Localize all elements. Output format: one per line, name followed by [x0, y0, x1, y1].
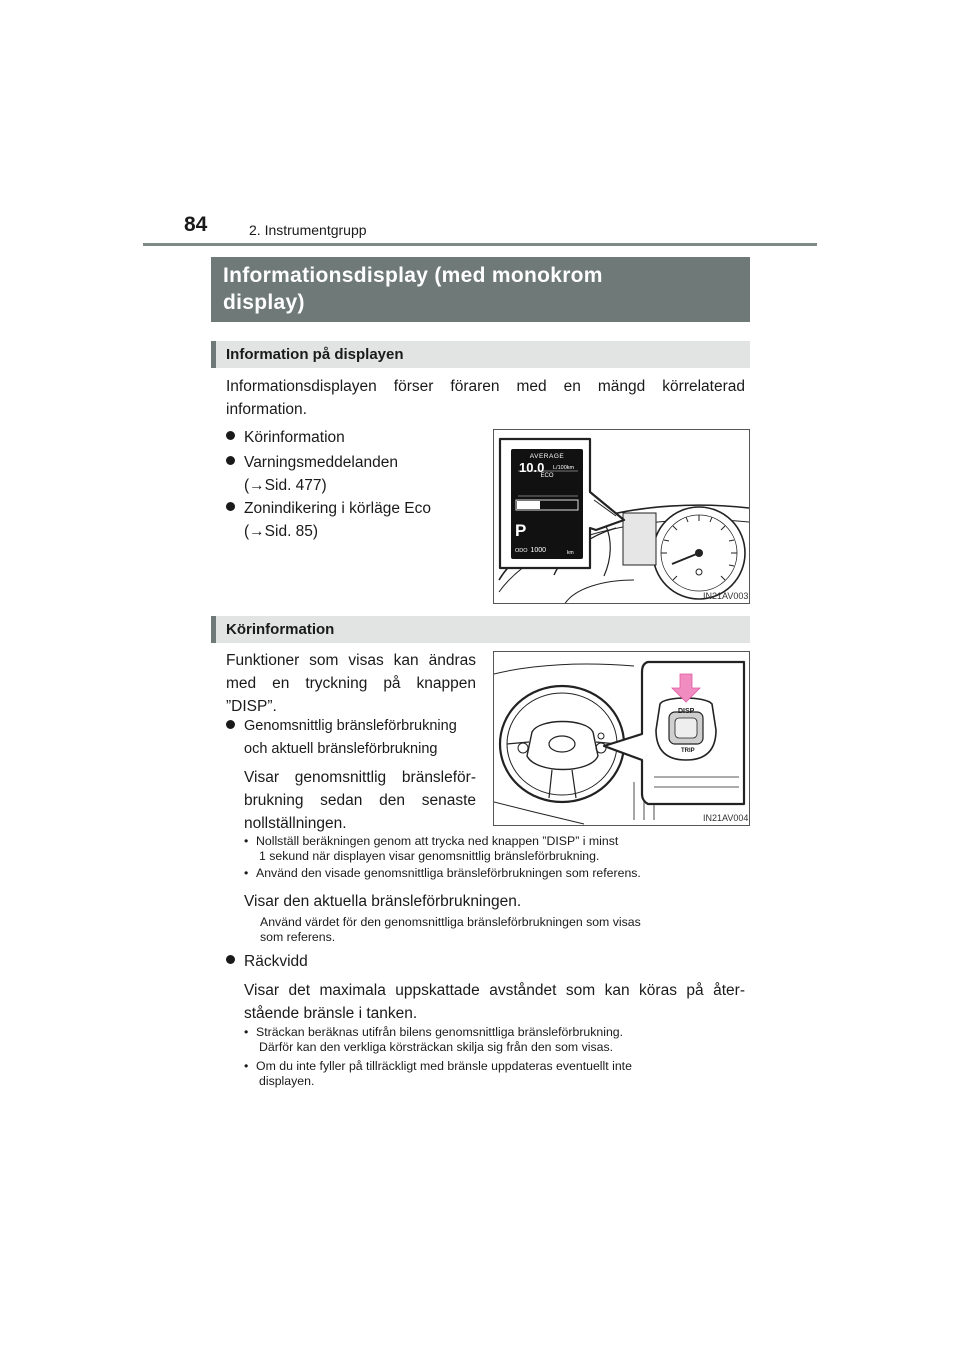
bullet-eco-zone: Zonindikering i körläge Eco: [226, 497, 431, 520]
fuel-unit: L/100km: [553, 465, 575, 471]
gear-indicator: P: [515, 521, 527, 540]
section-title-line1: Informationsdisplay (med monokrom: [223, 264, 603, 287]
subheading-driving-info: Körinformation: [211, 616, 750, 643]
bullet-avg-consumption: Genomsnittlig bränsleförbrukning: [226, 715, 457, 738]
eco-page-ref: (→Sid. 85): [244, 523, 319, 540]
drive-p4-line2: stående bränsle i tanken.: [244, 1005, 418, 1022]
drive-p4-line1: Visar det maximala uppskattade avståndet som kan köras på åter-: [244, 982, 745, 999]
intro-line2: information.: [226, 401, 307, 418]
warnings-page-ref: (→Sid. 477): [244, 477, 327, 494]
chapter-title: 2. Instrumentgrupp: [249, 222, 367, 238]
header-rule: [143, 243, 817, 246]
section-title: [211, 257, 750, 322]
disp-label: DISP: [678, 708, 695, 715]
bullet-range: Räckvidd: [226, 950, 308, 973]
eco-label: ECO: [540, 473, 554, 479]
note-reference: • Använd den visade genomsnittliga bränsleförbrukningen som referens.: [244, 866, 641, 880]
monochrome-display: [511, 449, 583, 559]
figure-code: IN21AV003: [703, 591, 749, 601]
intro-line1: Informationsdisplayen förser föraren med en mängd körrelaterad: [226, 378, 745, 395]
odo-value: 1000: [530, 547, 546, 554]
figure-disp-button: [493, 651, 750, 826]
fuel-value: 10.0: [519, 460, 545, 475]
section-title-line2: display): [223, 291, 305, 314]
page-number: 84: [184, 213, 208, 236]
average-label: AVERAGE: [529, 453, 565, 460]
note-range-estimate: • Sträckan beräknas utifrån bilens genomsnittliga bränsleförbrukning. Därför kan den verkliga körsträckan skilja sig från den som visas.: [244, 1025, 624, 1054]
bullet-icon: [226, 431, 235, 440]
odo-unit: km: [567, 550, 574, 556]
steering-wheel-illustration: [494, 652, 750, 826]
odo-label: ODO: [515, 548, 528, 554]
p3-note: Använd värdet för den genomsnittliga bränsleförbrukningen som visas som referens.: [260, 915, 641, 944]
bullet-icon: [226, 502, 235, 511]
subheading-info-on-display: Information på displayen: [211, 341, 750, 368]
drive-p2-line3: nollställningen.: [244, 815, 347, 832]
bullet-driving-info: Körinformation: [226, 426, 345, 449]
bullet-icon: [226, 720, 235, 729]
bullet-avg-consumption-line2: och aktuell bränsleförbrukning: [244, 741, 438, 757]
figure-instrument-cluster: [493, 429, 750, 604]
trip-label: TRIP: [681, 748, 695, 754]
bullet-icon: [226, 955, 235, 964]
bullet-warnings: Varningsmeddelanden: [226, 451, 398, 474]
drive-p2-line2: brukning sedan den senaste: [244, 792, 476, 809]
drive-p3: Visar den aktuella bränsleförbrukningen.: [244, 893, 522, 910]
drive-p2-line1: Visar genomsnittlig bränsleför-: [244, 769, 476, 786]
note-refuel: • Om du inte fyller på tillräckligt med bränsle uppdateras eventuellt inte displayen.: [244, 1059, 632, 1088]
drive-p1-line1: Funktioner som visas kan ändras: [226, 652, 476, 669]
drive-p1-line2: med en tryckning på knappen: [226, 675, 476, 692]
note-reset: • Nollställ beräkningen genom att trycka ned knappen ”DISP” i minst 1 sekund när displayen visar genomsnittlig bränsleförbrukning.: [244, 834, 619, 863]
drive-p1-line3: ”DISP”.: [226, 698, 277, 715]
figure-code: IN21AV004: [703, 813, 749, 823]
bullet-icon: [226, 456, 235, 465]
